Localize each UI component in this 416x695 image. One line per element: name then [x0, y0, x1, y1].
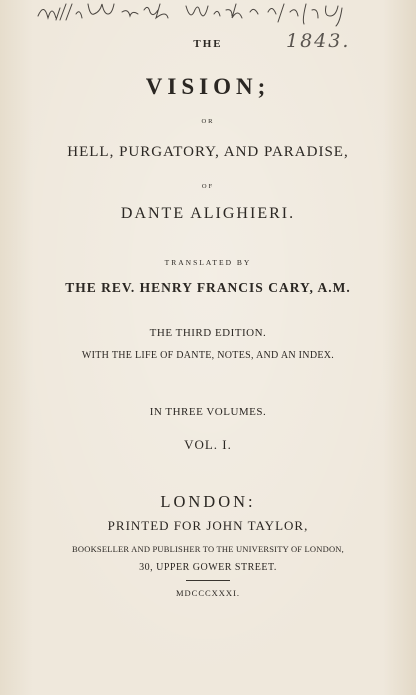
connector-of: OF — [201, 183, 215, 190]
imprint-rule — [186, 580, 230, 581]
handwritten-year: 1843. — [286, 30, 351, 52]
imprint-printer: PRINTED FOR JOHN TAYLOR, — [107, 518, 309, 533]
author-name: DANTE ALIGHIERI. — [120, 205, 296, 222]
edition-statement: THE THIRD EDITION. — [149, 327, 267, 339]
imprint-bookseller: BOOKSELLER AND PUBLISHER TO THE UNIVERSITY OF LONDON, — [72, 544, 344, 554]
translated-by-label: TRANSLATED BY — [164, 258, 252, 267]
volume-number: VOL. I. — [184, 437, 232, 452]
contents-statement: WITH THE LIFE OF DANTE, NOTES, AND AN INDEX. — [81, 350, 335, 361]
imprint-city: LONDON: — [160, 492, 256, 511]
handwritten-signature — [36, 0, 396, 28]
imprint-address: 30, UPPER GOWER STREET. — [139, 562, 277, 573]
main-title: VISION; — [145, 74, 271, 99]
connector-or: OR — [201, 118, 215, 125]
subtitle: HELL, PURGATORY, AND PARADISE, — [67, 144, 349, 160]
volume-count: IN THREE VOLUMES. — [149, 406, 267, 418]
imprint-date: MDCCCXXXI. — [175, 588, 241, 598]
translator-name: THE REV. HENRY FRANCIS CARY, A.M. — [65, 280, 351, 295]
title-prefix: THE — [193, 38, 223, 50]
